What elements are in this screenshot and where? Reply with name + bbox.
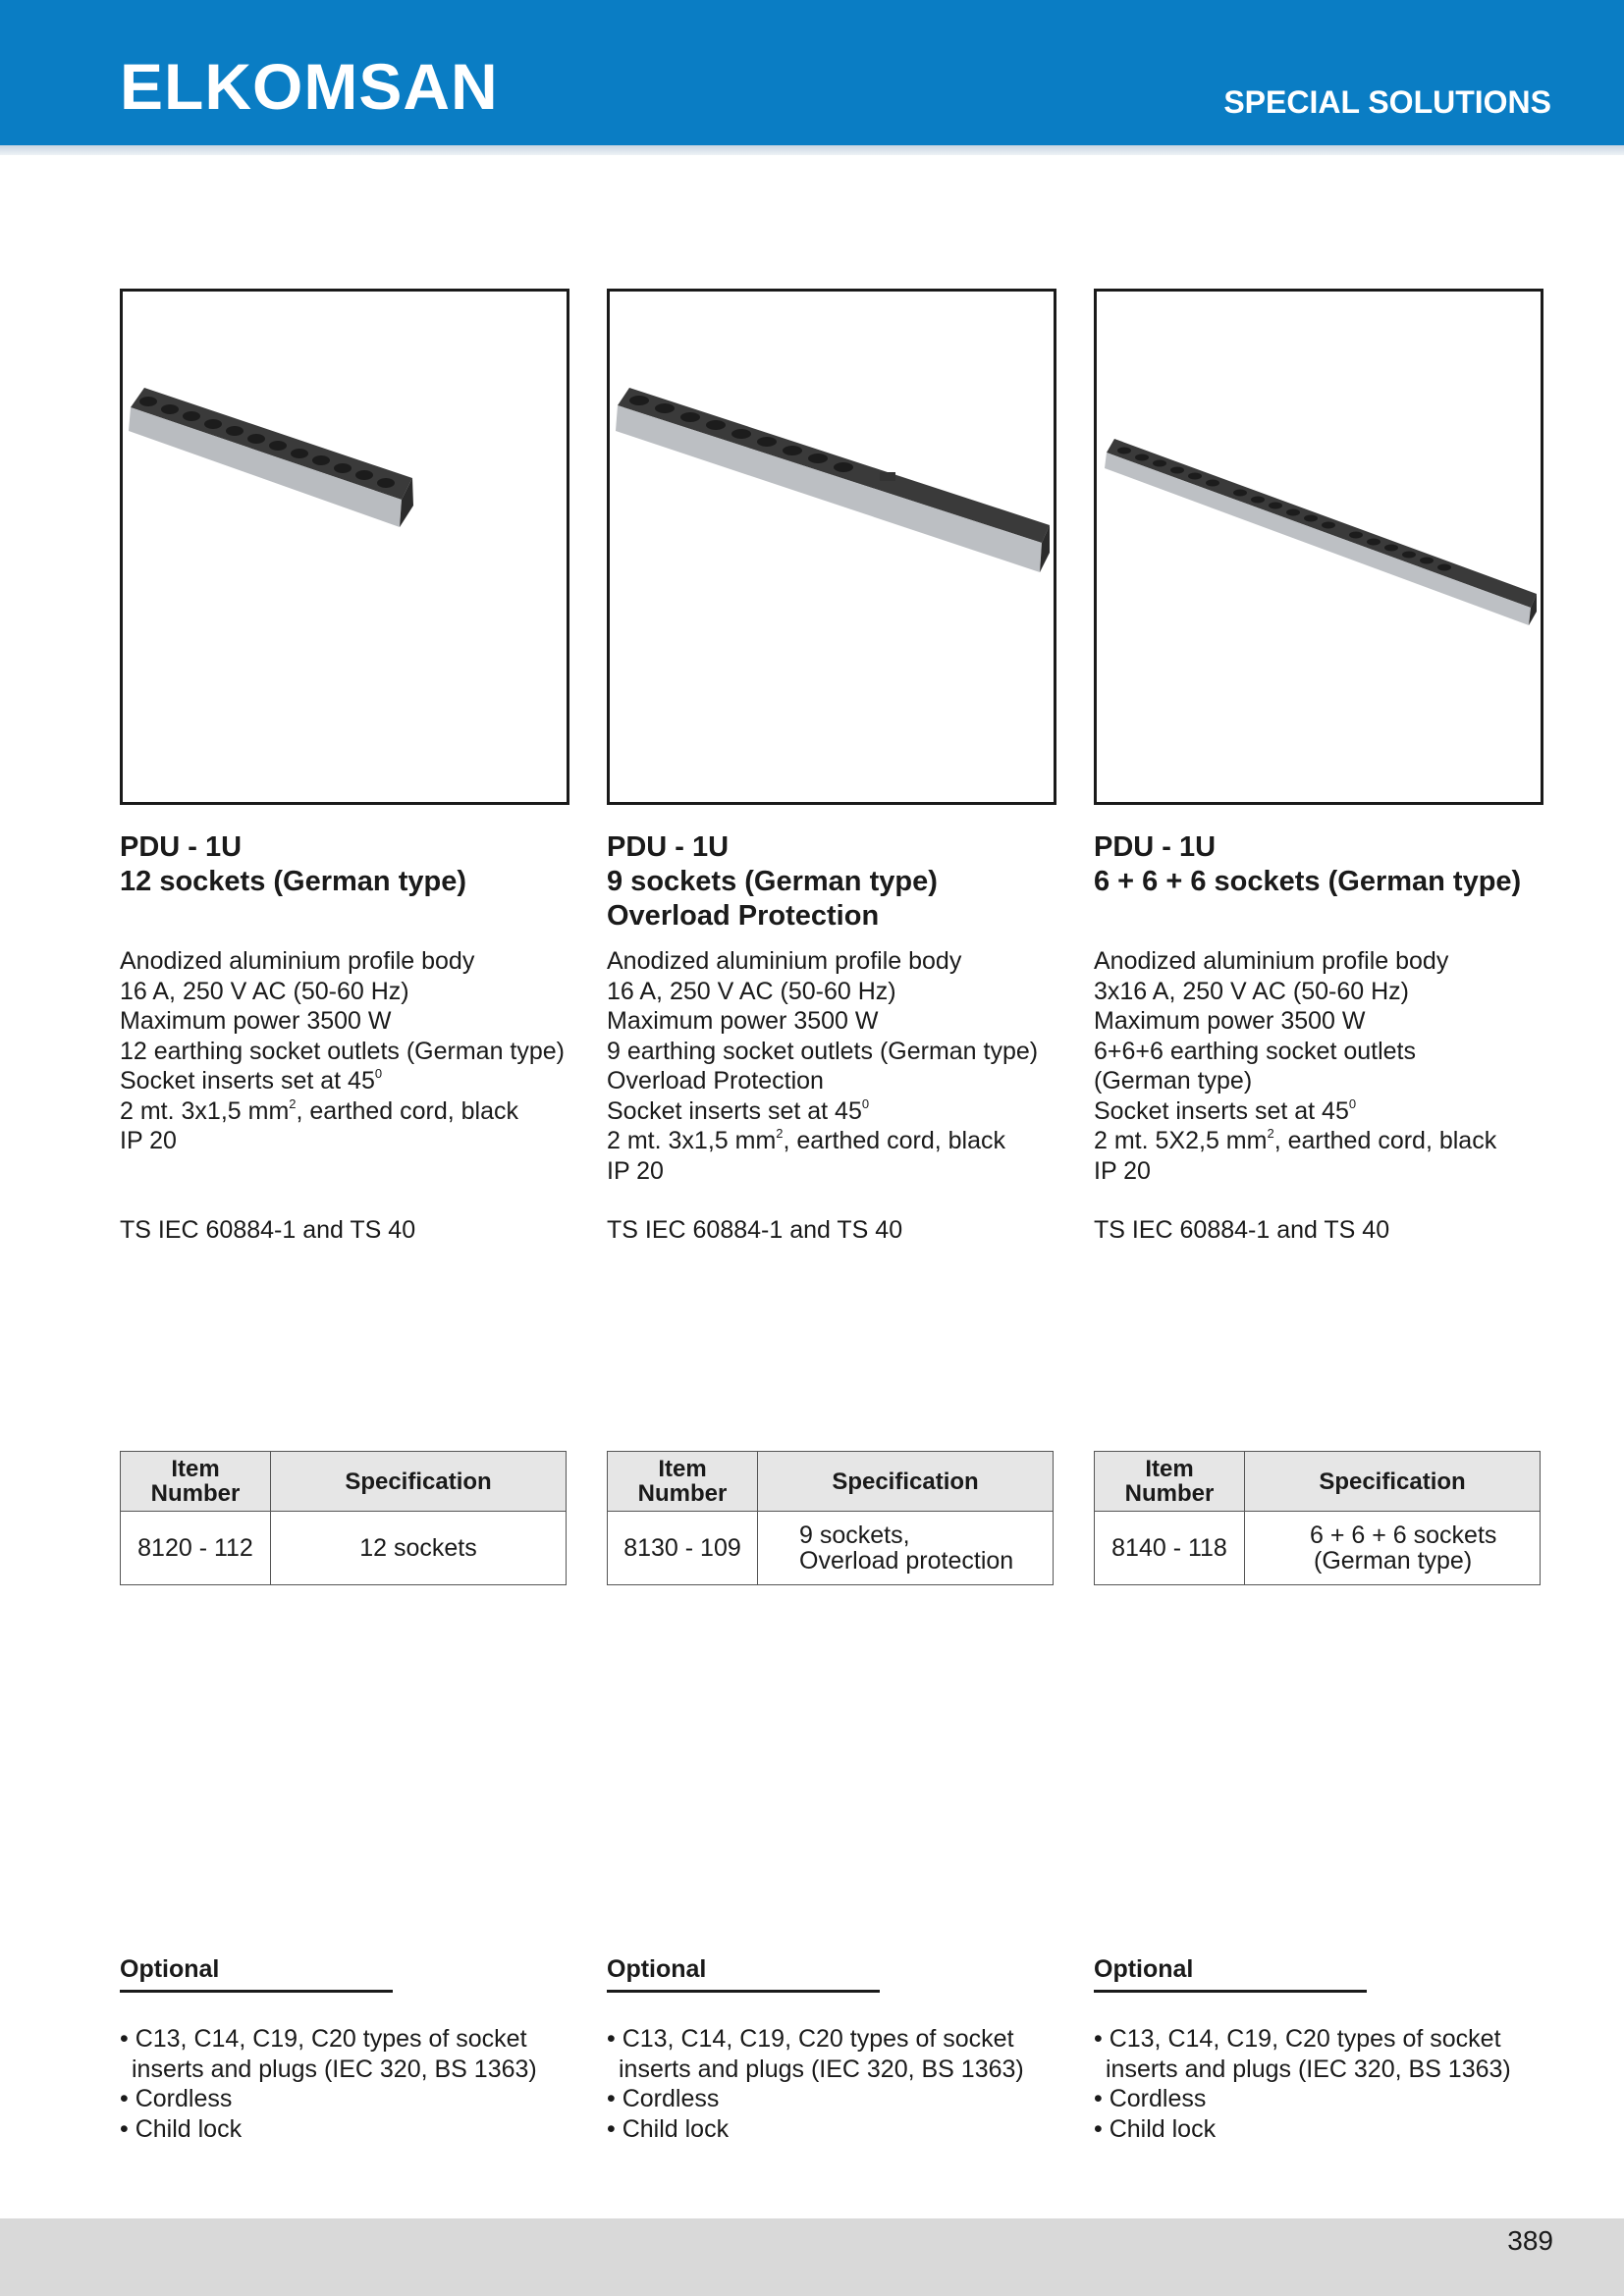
specification-header: Specification <box>1245 1452 1541 1512</box>
product-specs-3: Anodized aluminium profile body 3x16 A, 250 V AC (50-60 Hz) Maximum power 3500 W 6+6+6 earthing socket outlets (German type) Socket inserts set at $45^0$ 2 mt. 5X2,5 $mm^2$, earthed cord, black IP 20 <box>1094 947 1497 1185</box>
item-number-cell: 8130 - 109 <box>608 1512 758 1585</box>
page-number: 389 <box>1507 2225 1553 2256</box>
specification-cell: 6 + 6 + 6 sockets (German type) <box>1245 1512 1541 1585</box>
specification-cell: 9 sockets, Overload protection <box>758 1512 1054 1585</box>
product-specs-1: Anodized aluminium profile body 16 A, 250 V AC (50-60 Hz) Maximum power 3500 W 12 earthing socket outlets (German type) Socket inserts set at $45^0$ 2 mt. 3x1,5 $mm^2$, earthed cord, black IP 20 <box>120 947 566 1154</box>
item-number-header: Item Number <box>608 1452 758 1512</box>
header-shadow-strip <box>0 145 1624 155</box>
item-table-1 <box>120 1451 567 1585</box>
optional-label-1: Optional <box>120 1955 220 1983</box>
product-specs-2: Anodized aluminium profile body 16 A, 250 V AC (50-60 Hz) Maximum power 3500 W 9 earthing socket outlets (German type) Overload Protection Socket inserts set at $45^0$ 2 mt. 3x1,5 $mm^2$, earthed cord, black IP 20 <box>607 947 1039 1185</box>
section-title: SPECIAL SOLUTIONS <box>1223 84 1551 120</box>
product-photo-3 <box>1094 289 1543 805</box>
product-title-1: PDU - 1U 12 sockets (German type) <box>120 831 466 897</box>
product-photo-1 <box>120 289 569 805</box>
optional-list-3: • C13, C14, C19, C20 types of socket inserts and plugs (IEC 320, BS 1363) • Cordless • Child lock <box>1094 2025 1511 2143</box>
optional-label-3: Optional <box>1094 1955 1194 1983</box>
pdu-strip-image-1 <box>123 292 567 802</box>
optional-label-2: Optional <box>607 1955 707 1983</box>
brand-logo-text: ELKOMSAN <box>120 50 499 123</box>
specification-cell: 12 sockets <box>271 1512 567 1585</box>
item-number-header: Item Number <box>121 1452 271 1512</box>
pdu-strip-image-3 <box>1097 292 1541 802</box>
pdu-strip-image-2 <box>610 292 1054 802</box>
table-row <box>121 1512 567 1585</box>
optional-underline-1 <box>120 1990 393 1993</box>
item-table-3 <box>1094 1451 1541 1585</box>
product-title-3: PDU - 1U 6 + 6 + 6 sockets (German type) <box>1094 831 1522 897</box>
product-photo-2 <box>607 289 1056 805</box>
item-number-cell: 8120 - 112 <box>121 1512 271 1585</box>
specification-header: Specification <box>271 1452 567 1512</box>
specification-header: Specification <box>758 1452 1054 1512</box>
item-number-header: Item Number <box>1095 1452 1245 1512</box>
product-standard-1: TS IEC 60884-1 and TS 40 <box>120 1216 416 1244</box>
item-number-cell: 8140 - 118 <box>1095 1512 1245 1585</box>
item-table-2 <box>607 1451 1054 1585</box>
table-row <box>1095 1512 1541 1585</box>
optional-underline-2 <box>607 1990 880 1993</box>
product-standard-3: TS IEC 60884-1 and TS 40 <box>1094 1216 1390 1244</box>
optional-list-1: • C13, C14, C19, C20 types of socket inserts and plugs (IEC 320, BS 1363) • Cordless • Child lock <box>120 2025 537 2143</box>
page-footer <box>0 2218 1624 2296</box>
optional-underline-3 <box>1094 1990 1367 1993</box>
optional-list-2: • C13, C14, C19, C20 types of socket inserts and plugs (IEC 320, BS 1363) • Cordless • Child lock <box>607 2025 1024 2143</box>
table-row <box>608 1512 1054 1585</box>
product-standard-2: TS IEC 60884-1 and TS 40 <box>607 1216 903 1244</box>
product-title-2: PDU - 1U 9 sockets (German type) Overload Protection <box>607 831 938 932</box>
